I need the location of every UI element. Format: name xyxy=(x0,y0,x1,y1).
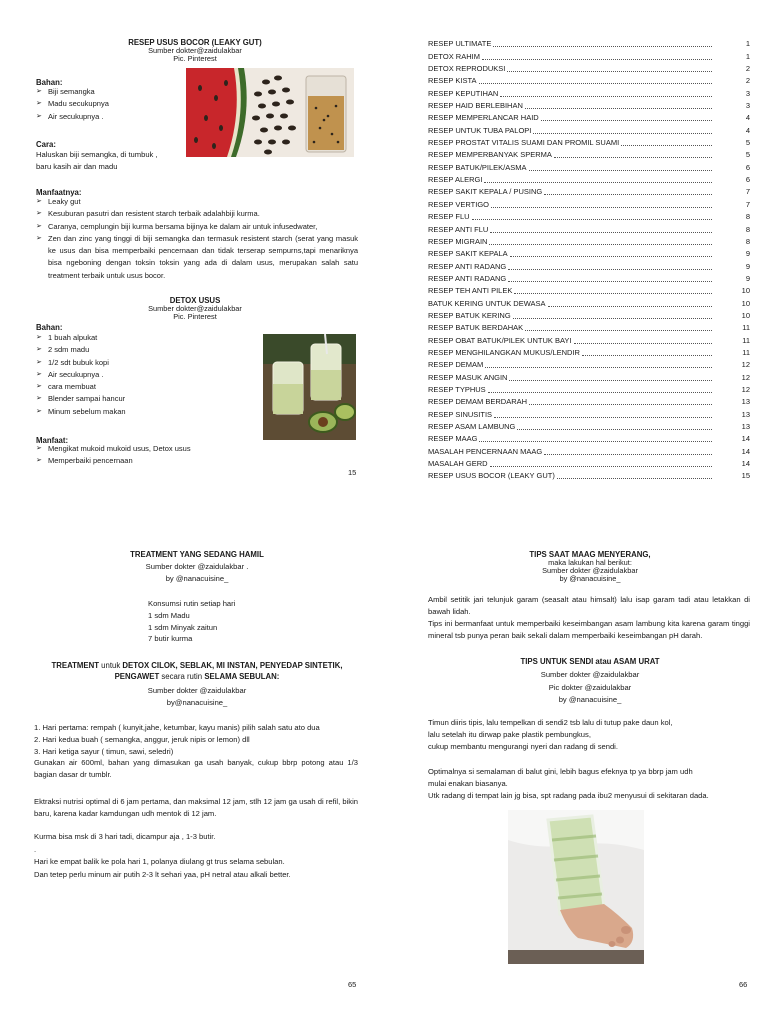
toc-row[interactable] xyxy=(428,236,750,248)
toc-row-title: RESEP SAKIT KEPALA xyxy=(428,249,508,259)
leaky-gut-manfaat-label: Manfaatnya: xyxy=(36,188,82,197)
toc-row-page: 13 xyxy=(741,409,750,419)
toc-row[interactable] xyxy=(428,63,750,75)
toc-row[interactable] xyxy=(428,248,750,260)
toc-row[interactable] xyxy=(428,408,750,420)
toc-row-page: 10 xyxy=(741,298,750,308)
toc-row-leader xyxy=(485,367,712,368)
detox-treatment-para-1: Gunakan air 600ml, bahan yang dimasukan ga usah banyak, cukup bbrp potong atau 1/3 bagian dasar dr tumblr. xyxy=(34,758,358,779)
toc-row[interactable] xyxy=(428,445,750,457)
detox-usus-source: Sumber dokter@zaidulakbar xyxy=(148,304,242,313)
toc-row-title: RESEP TYPHUS xyxy=(428,384,486,394)
toc-row-title: RESEP ANTI FLU xyxy=(428,224,489,234)
detox-usus-title: DETOX USUS xyxy=(169,296,221,305)
toc-row-leader xyxy=(494,417,712,418)
toc-row-title: DETOX RAHIM xyxy=(428,51,480,61)
toc-row-leader xyxy=(529,404,712,405)
toc-row-page: 14 xyxy=(741,446,750,456)
toc-row-leader xyxy=(525,330,712,331)
toc-row-page: 9 xyxy=(745,273,750,283)
toc-row-page: 8 xyxy=(745,236,750,246)
maag-sub: maka lakukan hal berikut: xyxy=(548,558,632,567)
toc-row-title: RESEP USUS BOCOR (LEAKY GUT) xyxy=(428,471,555,481)
toc-row[interactable] xyxy=(428,421,750,433)
detox-treatment-para-5: Dan tetep perlu minum air putih 2-3 lt sehari yaa, pH netral atau alkali better. xyxy=(34,870,291,879)
list-item: ➢ Madu secukupnya xyxy=(36,98,186,110)
toc-row[interactable] xyxy=(428,285,750,297)
toc-row-title: BATUK KERING UNTUK DEWASA xyxy=(428,298,546,308)
detox-usus-bahan-list xyxy=(36,332,236,418)
maag-para-2: Tips ini bermanfaat untuk memperbaiki keseimbangan asam lambung kita karena garam tinggi mineral tsb punya peran baik sekali dalam memperbaiki keseimbangan pH darah. xyxy=(428,619,750,640)
toc-row-leader xyxy=(484,182,712,183)
toc-row[interactable] xyxy=(428,149,750,161)
toc-row-page: 10 xyxy=(741,286,750,296)
leaky-gut-title: RESEP USUS BOCOR (LEAKY GUT) xyxy=(128,38,262,47)
toc-row-page: 4 xyxy=(745,125,750,135)
toc-row-leader xyxy=(574,343,712,344)
list-item: ➢ 1/2 sdt bubuk kopi xyxy=(36,357,236,369)
detox-usus-manfaat-label: Manfaat: xyxy=(36,436,69,445)
toc-row-leader xyxy=(490,232,712,233)
toc-row-page: 14 xyxy=(741,459,750,469)
toc-row[interactable] xyxy=(428,458,750,470)
hamil-by: by @nanacuisine_ xyxy=(165,574,229,583)
toc-row[interactable] xyxy=(428,124,750,136)
foot-wrap-image xyxy=(508,810,644,964)
page-number: 66 xyxy=(739,980,748,989)
toc-row-title: RESEP FLU xyxy=(428,212,470,222)
toc-row-title: RESEP ALERGI xyxy=(428,175,483,185)
sendi-by: by @nanacuisine_ xyxy=(558,695,622,704)
list-item: ➢ Mengikat mukoid mukoid usus, Detox usus xyxy=(36,443,286,455)
sendi-line-5: mulai enakan biasanya. xyxy=(428,779,508,788)
toc-row-leader xyxy=(514,293,712,294)
leaky-gut-source: Sumber dokter@zaidulakbar xyxy=(148,46,242,55)
list-item: ➢ Minum sebelum makan xyxy=(36,406,236,418)
toc-row-leader xyxy=(479,441,712,442)
page-65 xyxy=(32,546,362,996)
toc-row-page: 5 xyxy=(745,150,750,160)
page-number: 15 xyxy=(348,468,357,477)
toc-row-leader xyxy=(490,466,712,467)
toc-row-leader xyxy=(533,133,712,134)
toc-row-page: 12 xyxy=(741,384,750,394)
toc-row-page: 13 xyxy=(741,397,750,407)
toc-row[interactable] xyxy=(428,161,750,173)
toc-row-page: 7 xyxy=(745,187,750,197)
detox-treatment-para-3: Kurma bisa msk di 3 hari tadi, dicampur aja , 1-3 butir. xyxy=(34,832,216,841)
toc-row-leader xyxy=(544,194,712,195)
toc-row[interactable] xyxy=(428,260,750,272)
toc-row-title: RESEP KEPUTIHAN xyxy=(428,88,499,98)
toc-row-title: RESEP ULTIMATE xyxy=(428,39,492,49)
toc-row-page: 2 xyxy=(745,64,750,74)
avocado-smoothie-image xyxy=(263,334,356,440)
detox-treatment-dot: . xyxy=(34,845,37,854)
toc-row[interactable] xyxy=(428,186,750,198)
toc-row[interactable] xyxy=(428,198,750,210)
toc-row-title: RESEP SINUSITIS xyxy=(428,409,493,419)
toc-row-leader xyxy=(479,83,713,84)
toc-row-title: RESEP PROSTAT VITALIS SUAMI DAN PROMIL SUAMI xyxy=(428,138,620,148)
toc-row[interactable] xyxy=(428,359,750,371)
list-item: 3. Hari ketiga sayur ( timun, sawi, seledri) xyxy=(34,746,174,756)
list-item: ➢ Leaky gut xyxy=(36,196,358,208)
list-item: ➢ Blender sampai hancur xyxy=(36,393,236,405)
toc-row-title: RESEP SAKIT KEPALA / PUSING xyxy=(428,187,543,197)
toc-row-leader xyxy=(508,281,712,282)
list-item: ➢ 1 buah alpukat xyxy=(36,332,236,344)
toc-row-page: 6 xyxy=(745,175,750,185)
page-number: 65 xyxy=(348,980,357,989)
toc-row-leader xyxy=(541,120,712,121)
toc-row[interactable] xyxy=(428,334,750,346)
list-item: 7 butir kurma xyxy=(148,634,193,644)
toc-row-title: RESEP DEMAM xyxy=(428,360,484,370)
toc-row-leader xyxy=(548,306,712,307)
toc-row-title: RESEP MASUK ANGIN xyxy=(428,372,508,382)
detox-treatment-source: Sumber dokter @zaidulakbar xyxy=(147,686,247,695)
toc-row[interactable] xyxy=(428,38,750,50)
sendi-line-3: cukup membantu mengurangi nyeri dan radang di sendi. xyxy=(428,742,618,751)
toc-row-leader xyxy=(488,392,712,393)
table-of-contents xyxy=(428,38,750,483)
toc-row-leader xyxy=(582,355,712,356)
sendi-line-4: Optimalnya si semalaman di balut gini, lebih bagus efeknya tp ya bbrp jam udh xyxy=(428,767,693,776)
detox-usus-bahan-label: Bahan: xyxy=(36,323,63,332)
toc-row[interactable] xyxy=(428,137,750,149)
sendi-title: TIPS UNTUK SENDI atau ASAM URAT xyxy=(520,657,660,666)
toc-row[interactable] xyxy=(428,223,750,235)
toc-row-leader xyxy=(510,256,712,257)
toc-row-page: 6 xyxy=(745,162,750,172)
toc-row-leader xyxy=(507,71,712,72)
toc-row[interactable] xyxy=(428,211,750,223)
maag-title: TIPS SAAT MAAG MENYERANG, xyxy=(529,550,651,559)
toc-row-page: 1 xyxy=(745,39,750,49)
toc-row-title: RESEP ANTI RADANG xyxy=(428,261,507,271)
toc-row-title: RESEP MIGRAIN xyxy=(428,236,488,246)
toc-row-title: MASALAH PENCERNAAN MAAG xyxy=(428,446,543,456)
toc-row[interactable] xyxy=(428,433,750,445)
toc-row-title: RESEP ANTI RADANG xyxy=(428,273,507,283)
toc-row[interactable] xyxy=(428,384,750,396)
list-item: 1 sdm Madu xyxy=(148,610,190,620)
hamil-lines xyxy=(148,598,235,645)
sendi-line-2: lalu setelah itu dirwap pake plastik pembungkus, xyxy=(428,730,591,739)
list-item: ➢ 2 sdm madu xyxy=(36,344,236,356)
toc-row-leader xyxy=(525,108,712,109)
toc-row-page: 8 xyxy=(745,224,750,234)
toc-row-page: 15 xyxy=(741,471,750,481)
leaky-gut-bahan-label: Bahan: xyxy=(36,78,63,87)
toc-row-page: 10 xyxy=(741,310,750,320)
toc-row-leader xyxy=(508,269,712,270)
leaky-gut-pic-credit: Pic. Pinterest xyxy=(173,54,217,63)
leaky-gut-cara-line-1: Haluskan biji semangka, di tumbuk , xyxy=(36,150,158,159)
sendi-line-6: Utk radang di tempat lain jg bisa, spt radang pada ibu2 menyusui di sekitaran dada. xyxy=(428,791,709,800)
toc-row-page: 11 xyxy=(742,347,750,357)
toc-row-title: RESEP MENGHILANGKAN MUKUS/LENDIR xyxy=(428,347,580,357)
toc-row-page: 3 xyxy=(745,88,750,98)
leaky-gut-bahan-list xyxy=(36,86,186,123)
toc-row[interactable] xyxy=(428,470,750,482)
toc-row-page: 9 xyxy=(745,261,750,271)
toc-row-leader xyxy=(544,454,712,455)
toc-row-page: 3 xyxy=(745,101,750,111)
list-item: 1. Hari pertama: rempah ( kunyit,jahe, ketumbar, kayu manis) pilih salah satu ato dua xyxy=(34,723,320,732)
toc-row-leader xyxy=(554,157,712,158)
toc-row-title: RESEP ASAM LAMBUNG xyxy=(428,422,516,431)
toc-row-title: RESEP MEMPERLANCAR HAID xyxy=(428,113,539,123)
detox-treatment-title: TREATMENT untuk DETOX CILOK, SEBLAK, MI INSTAN, PENYEDAP SINTETIK, PENGAWET secara rutin SELAMA SEBULAN: xyxy=(51,661,343,681)
list-item: 1 sdm Minyak zaitun xyxy=(148,622,218,632)
leaky-gut-cara-label: Cara: xyxy=(36,140,56,149)
toc-row-title: RESEP MAAG xyxy=(428,434,478,444)
list-item: ➢ Air secukupnya . xyxy=(36,111,186,123)
toc-row-title: RESEP HAID BERLEBIHAN xyxy=(428,101,523,111)
toc-row-leader xyxy=(557,478,712,479)
toc-row-leader xyxy=(493,46,712,47)
hamil-title: TREATMENT YANG SEDANG HAMIL xyxy=(130,550,264,559)
toc-row-leader xyxy=(517,429,712,430)
sendi-pic-credit: Pic dokter @zaidulakbar xyxy=(548,683,632,692)
toc-row-page: 2 xyxy=(745,76,750,86)
toc-row[interactable] xyxy=(428,273,750,285)
toc-row-page: 13 xyxy=(741,422,750,431)
leaky-gut-cara-line-2: baru kasih air dan madu xyxy=(36,162,118,171)
toc-row[interactable] xyxy=(428,322,750,334)
toc-row[interactable] xyxy=(428,396,750,408)
toc-row-page: 11 xyxy=(742,335,750,345)
toc-row-title: MASALAH GERD xyxy=(428,459,488,469)
toc-row-leader xyxy=(621,145,712,146)
list-item: ➢ Zen dan zinc yang tinggi di biji semangka dan termasuk resistent starch (serat yang masuk ke usus dan bisa memperbaiki pencernaan dan tidak terserap sempurns,tapi menariknya bisa ngeboning dengan toksin toksin yang ada di dalam usus, merupakan salah satu treatment terbaik untuk usus bocor. xyxy=(36,233,358,282)
toc-row-page: 4 xyxy=(745,113,750,123)
detox-treatment-by: by@nanacuisine_ xyxy=(166,698,228,707)
toc-row-page: 9 xyxy=(745,249,750,259)
list-item: ➢ Kesuburan pasutri dan resistent starch terbaik adalahbiji kurma. xyxy=(36,208,358,220)
toc-row[interactable] xyxy=(428,371,750,383)
detox-treatment-para-2: Ektraksi nutrisi optimal di 6 jam pertama, dan maksimal 12 jam, stlh 12 jam ga usah di refil, bikin baru, karena kadar kamdungan udh mentok di 12 jam. xyxy=(34,797,358,818)
list-item: ➢ cara membuat xyxy=(36,381,236,393)
toc-row-leader xyxy=(472,219,712,220)
toc-row-title: RESEP TEH ANTI PILEK xyxy=(428,286,513,296)
toc-row-title: RESEP UNTUK TUBA PALOPI xyxy=(428,125,532,135)
toc-row[interactable] xyxy=(428,310,750,322)
toc-row-title: RESEP OBAT BATUK/PILEK UNTUK BAYI xyxy=(428,335,572,345)
toc-row-leader xyxy=(489,244,712,245)
toc-row-page: 12 xyxy=(741,360,750,370)
toc-row-title: RESEP VERTIGO xyxy=(428,199,489,209)
list-item: ➢ Air secukupnya . xyxy=(36,369,236,381)
toc-row-leader xyxy=(491,207,712,208)
toc-row-leader xyxy=(500,96,712,97)
sendi-source: Sumber dokter @zaidulakbar xyxy=(540,670,640,679)
toc-row[interactable] xyxy=(428,347,750,359)
toc-row[interactable] xyxy=(428,297,750,309)
toc-row-leader xyxy=(509,380,712,381)
toc-row[interactable] xyxy=(428,50,750,62)
toc-row-title: RESEP DEMAM BERDARAH xyxy=(428,397,528,407)
toc-row-leader xyxy=(482,59,712,60)
toc-list xyxy=(428,38,750,482)
hamil-source: Sumber dokter @zaidulakbar . xyxy=(145,562,249,571)
maag-source: Sumber dokter @zaidulakbar xyxy=(542,566,638,575)
toc-row-title: RESEP KISTA xyxy=(428,76,477,86)
toc-row-page: 14 xyxy=(741,434,750,444)
toc-row-page: 11 xyxy=(742,323,750,333)
toc-row[interactable] xyxy=(428,112,750,124)
detox-usus-pic-credit: Pic. Pinterest xyxy=(173,312,217,321)
toc-row-page: 7 xyxy=(745,199,750,209)
toc-row-title: RESEP BATUK BERDAHAK xyxy=(428,323,524,333)
list-item: ➢ Caranya, cemplungin biji kurma bersama bijinya ke dalam air untuk infusedwater, xyxy=(36,221,358,233)
toc-row-title: DETOX REPRODUKSI xyxy=(428,64,506,74)
toc-row-leader xyxy=(529,170,712,171)
leaky-gut-manfaat-list xyxy=(36,196,358,282)
toc-row-title: RESEP BATUK/PILEK/ASMA xyxy=(428,162,527,172)
list-item: ➢ Biji semangka xyxy=(36,86,186,98)
toc-row-page: 8 xyxy=(745,212,750,222)
toc-row-page: 5 xyxy=(745,138,750,148)
toc-row[interactable] xyxy=(428,87,750,99)
detox-usus-manfaat-list xyxy=(36,443,286,468)
list-item: 2. Hari kedua buah ( semangka, anggur, jeruk nipis or lemon) dll xyxy=(34,734,250,744)
toc-row[interactable] xyxy=(428,100,750,112)
toc-row-page: 12 xyxy=(741,372,750,382)
maag-para-1: Ambil setitik jari telunjuk garam (seasalt atau himsalt) lalu isap garam tadi atau letakkan di bawah lidah. xyxy=(428,595,750,616)
watermelon-seed-image xyxy=(186,68,354,157)
detox-treatment-steps xyxy=(34,722,360,757)
sendi-line-1: Timun diiris tipis, lalu tempelkan di sendi2 tsb lalu di tutup pake daun kol, xyxy=(428,718,673,727)
detox-treatment-para-4: Hari ke empat balik ke pola hari 1, polanya diulang gt trus selama sebulan. xyxy=(34,857,285,866)
toc-row-leader xyxy=(513,318,712,319)
toc-row-title: RESEP MEMPERBANYAK SPERMA xyxy=(428,150,552,160)
maag-by: by @nanacuisine_ xyxy=(559,574,621,583)
list-item: ➢ Memperbaiki pencernaan xyxy=(36,455,286,467)
toc-row[interactable] xyxy=(428,75,750,87)
list-item: Konsumsi rutin setiap hari xyxy=(148,599,236,608)
toc-row[interactable] xyxy=(428,174,750,186)
toc-row-title: RESEP BATUK KERING xyxy=(428,310,511,320)
toc-row-page: 1 xyxy=(745,51,750,61)
